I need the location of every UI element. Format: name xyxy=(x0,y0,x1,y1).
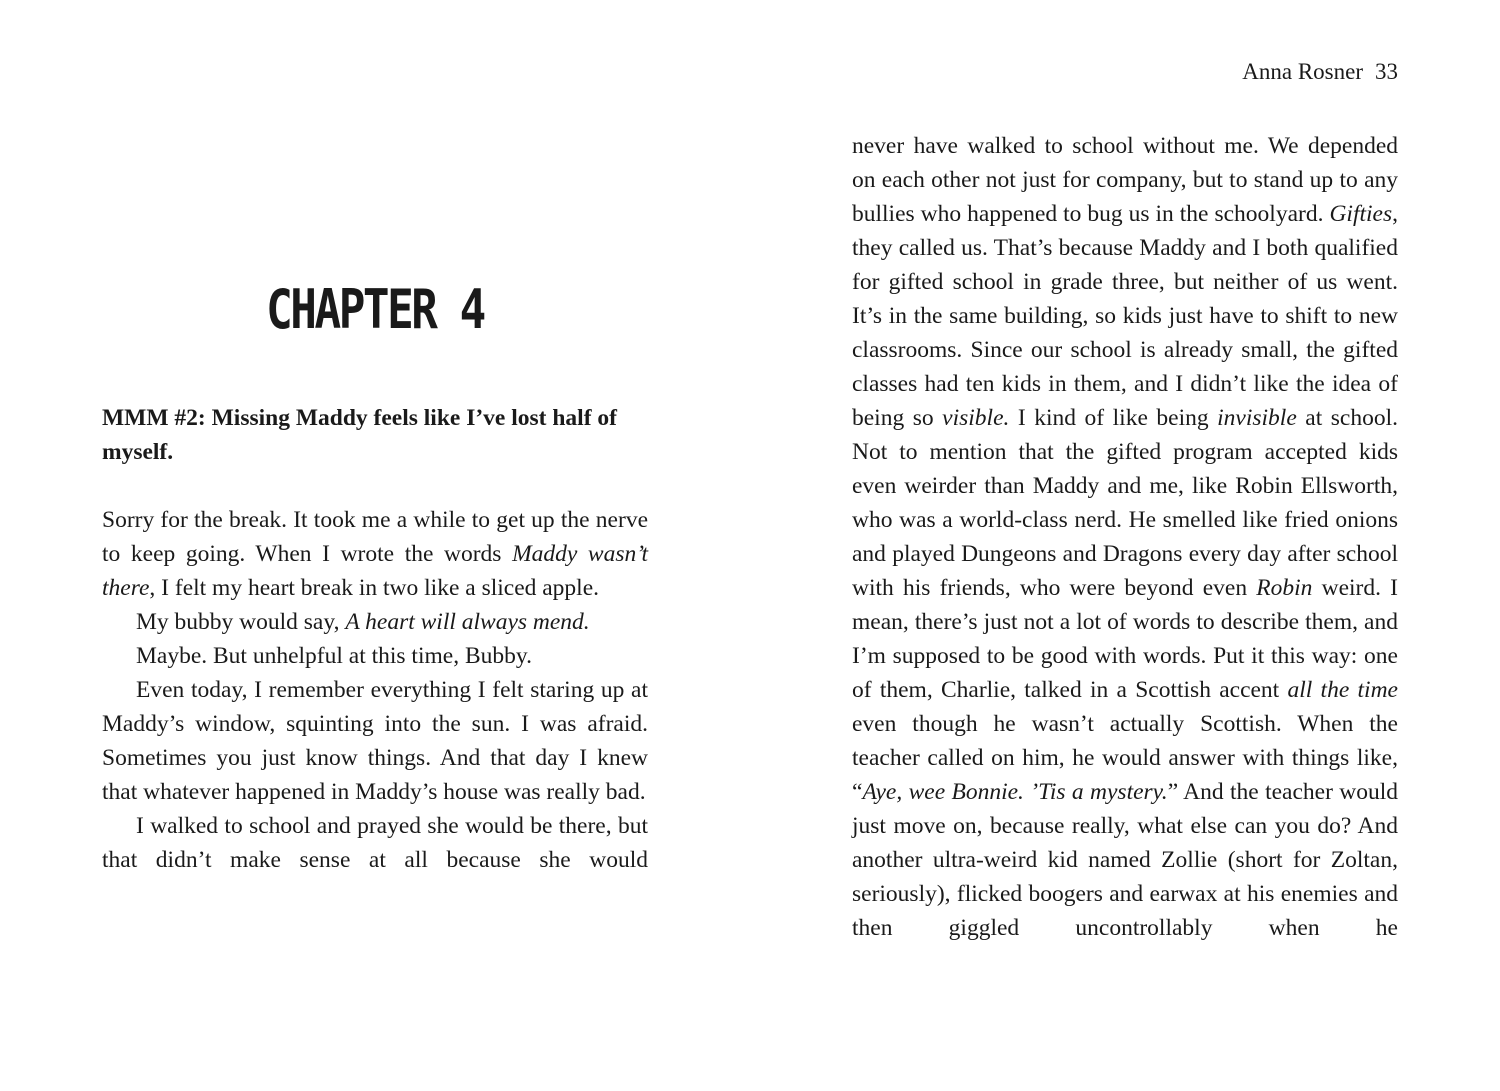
paragraph: I walked to school and prayed she would be there, but that didn’t make sense at all because she would xyxy=(102,813,648,873)
text-run: , I felt my heart break in two like a sliced apple. xyxy=(149,575,600,601)
section-heading: MMM #2: Missing Maddy feels like I’ve lost half of myself. xyxy=(102,405,617,465)
chapter-title: CHAPTER 4 xyxy=(266,278,484,341)
paragraph xyxy=(102,605,648,639)
text-run: weird. I mean, there’s just not a lot of words to describe them, and I’m supposed to be good with words. Put it this way: one of them, Charlie, talked in a Scottish accent xyxy=(852,575,1398,703)
italic-text-run: visible. xyxy=(942,405,1010,431)
right-page xyxy=(750,0,1500,1091)
author-name: Anna Rosner xyxy=(1242,59,1363,84)
text-run: , they called us. That’s because Maddy and I both qualified for gifted school in grade three, but neither of us went. It’s in the same building, so kids just have to shift to new classrooms. Since our school is already small, the gifted classes had ten kids in them, and I didn’t like the idea of being so xyxy=(852,201,1398,431)
italic-text-run: A heart will always mend. xyxy=(345,609,590,635)
italic-text-run: Gifties xyxy=(1329,201,1393,227)
running-head xyxy=(1242,56,1398,88)
italic-text-run: all the time xyxy=(1287,677,1398,703)
italic-text-run: Maddy wasn’t there xyxy=(102,541,648,601)
right-body-text xyxy=(852,129,1398,945)
italic-text-run: Aye, wee Bonnie. ’Tis a mystery. xyxy=(862,779,1168,805)
left-body-text xyxy=(102,503,648,877)
paragraph: Maybe. But unhelpful at this time, Bubby. xyxy=(136,643,532,669)
text-run: My bubby would say, xyxy=(136,609,346,635)
text-run: at school. Not to mention that the gifted program accepted kids even weirder than Maddy and me, like Robin Ellsworth, who was a world-class nerd. He smelled like fried onions and played Dungeons and Dragons every day after school with his friends, who were beyond even xyxy=(852,405,1398,601)
text-run: I kind of like being xyxy=(1009,405,1218,431)
page-number: 33 xyxy=(1375,59,1398,84)
italic-text-run: Robin xyxy=(1256,575,1313,601)
paragraph xyxy=(102,503,648,605)
text-run: Sorry for the break. It took me a while to get up the nerve to keep going. When I wrote the words xyxy=(102,507,648,567)
text-run: never have walked to school without me. We depended on each other not just for company, but to stand up to any bullies who happened to bug us in the schoolyard. xyxy=(852,133,1398,227)
paragraph: Even today, I remember everything I felt staring up at Maddy’s window, squinting into the sun. I was afraid. Sometimes you just know things. And that day I knew that whatever happened in Maddy’s house was really bad. xyxy=(102,677,648,805)
text-run: ” And the teacher would just move on, because really, what else can you do? And another ultra-weird kid named Zollie (short for Zoltan, seriously), flicked boogers and earwax at his enemies and then giggled uncontrollably when he xyxy=(852,779,1399,941)
italic-text-run: invisible xyxy=(1217,405,1297,431)
text-run: even though he wasn’t actually Scottish. When the teacher called on him, he would answer with things like, “ xyxy=(852,711,1398,805)
